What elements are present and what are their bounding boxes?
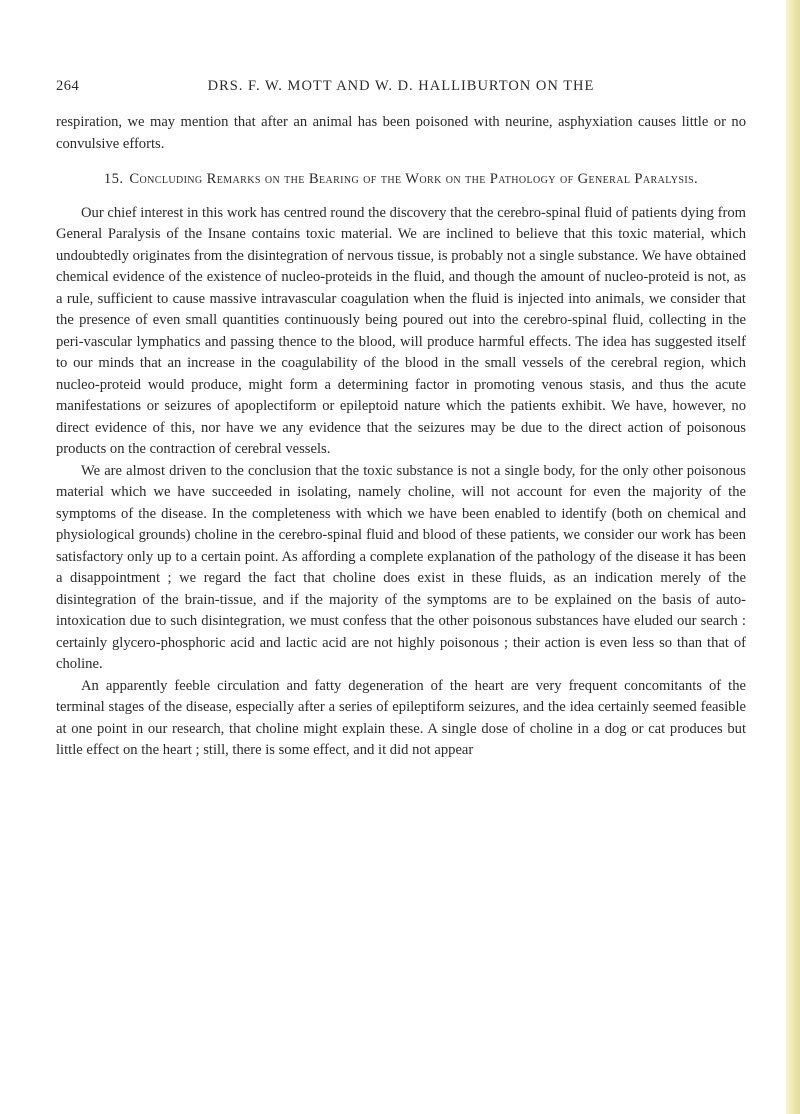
paragraph-2: We are almost driven to the conclusion that the toxic substance is not a single body, for the only other poisonous material which we have succeeded in isolating, namely choline, will not account for even the majority of the symptoms of the disease. In the completeness with which we have been enabled to identify (both on chemical and physiological grounds) choline in the cerebro-spinal fluid and blood of these patients, we consider our work has been satisfactory only up to a certain point. As affording a complete explanation of the pathology of the disease it has been a disappointment ; we regard the fact that choline does exist in these fluids, as an indication merely of the disintegration of the brain-tissue, and if the majority of the symptoms are to be explained on the basis of auto-intoxication due to such disintegration, we must confess that the other poisonous substances have eluded our search : certainly glycero-phosphoric acid and lactic acid are not highly poisonous ; their action is even less so than that of choline. [56,462,746,672]
section-title: Concluding Remarks on the Bearing of the Work on the Pathology of General Paralysis. [129,171,699,187]
body-text [56,112,746,762]
section-number: 15. [103,171,124,187]
intro-paragraph: respiration, we may mention that after an animal has been poisoned with neurine, asphyxiation causes little or no convulsive efforts. [56,114,746,152]
running-title: DRS. F. W. MOTT AND W. D. HALLIBURTON ON THE [207,78,595,94]
running-head [56,78,746,98]
page-number: 264 [56,78,80,94]
section-heading [56,169,746,191]
paragraph-1: Our chief interest in this work has centred round the discovery that the cerebro-spinal fluid of patients dying from General Paralysis of the Insane contains toxic material. We are inclined to believe that this toxic material, which undoubtedly originates from the disintegration of nervous tissue, is probably not a single substance. We have obtained chemical evidence of the existence of nucleo-proteids in the fluid, and though the amount of nucleo-proteid is not, as a rule, sufficient to cause massive intravascular coagulation when the fluid is injected into animals, we consider that the presence of even small quantities continuously being poured out into the cerebro-spinal fluid, collecting in the peri-vascular lymphatics and passing thence to the blood, will produce harmful effects. The idea has suggested itself to our minds that an increase in the coagulability of the blood in the small vessels of the cerebral region, which nucleo-proteid would produce, might form a determining factor in promoting venous stasis, and thus the acute manifestations or seizures of apoplectiform or epileptoid nature which the patients exhibit. We have, however, no direct evidence of this, nor have we any evidence that the seizures may be due to the direct action of poisonous products on the contraction of cerebral vessels. [56,204,746,457]
paragraph-3: An apparently feeble circulation and fatty degeneration of the heart are very frequent concomitants of the terminal stages of the disease, especially after a series of epileptiform seizures, and the idea certainly seemed feasible at one point in our research, that choline might explain these. A single dose of choline in a dog or cat produces but little effect on the heart ; still, there is some effect, and it did not appear [56,677,746,758]
page-edge [786,0,800,1114]
